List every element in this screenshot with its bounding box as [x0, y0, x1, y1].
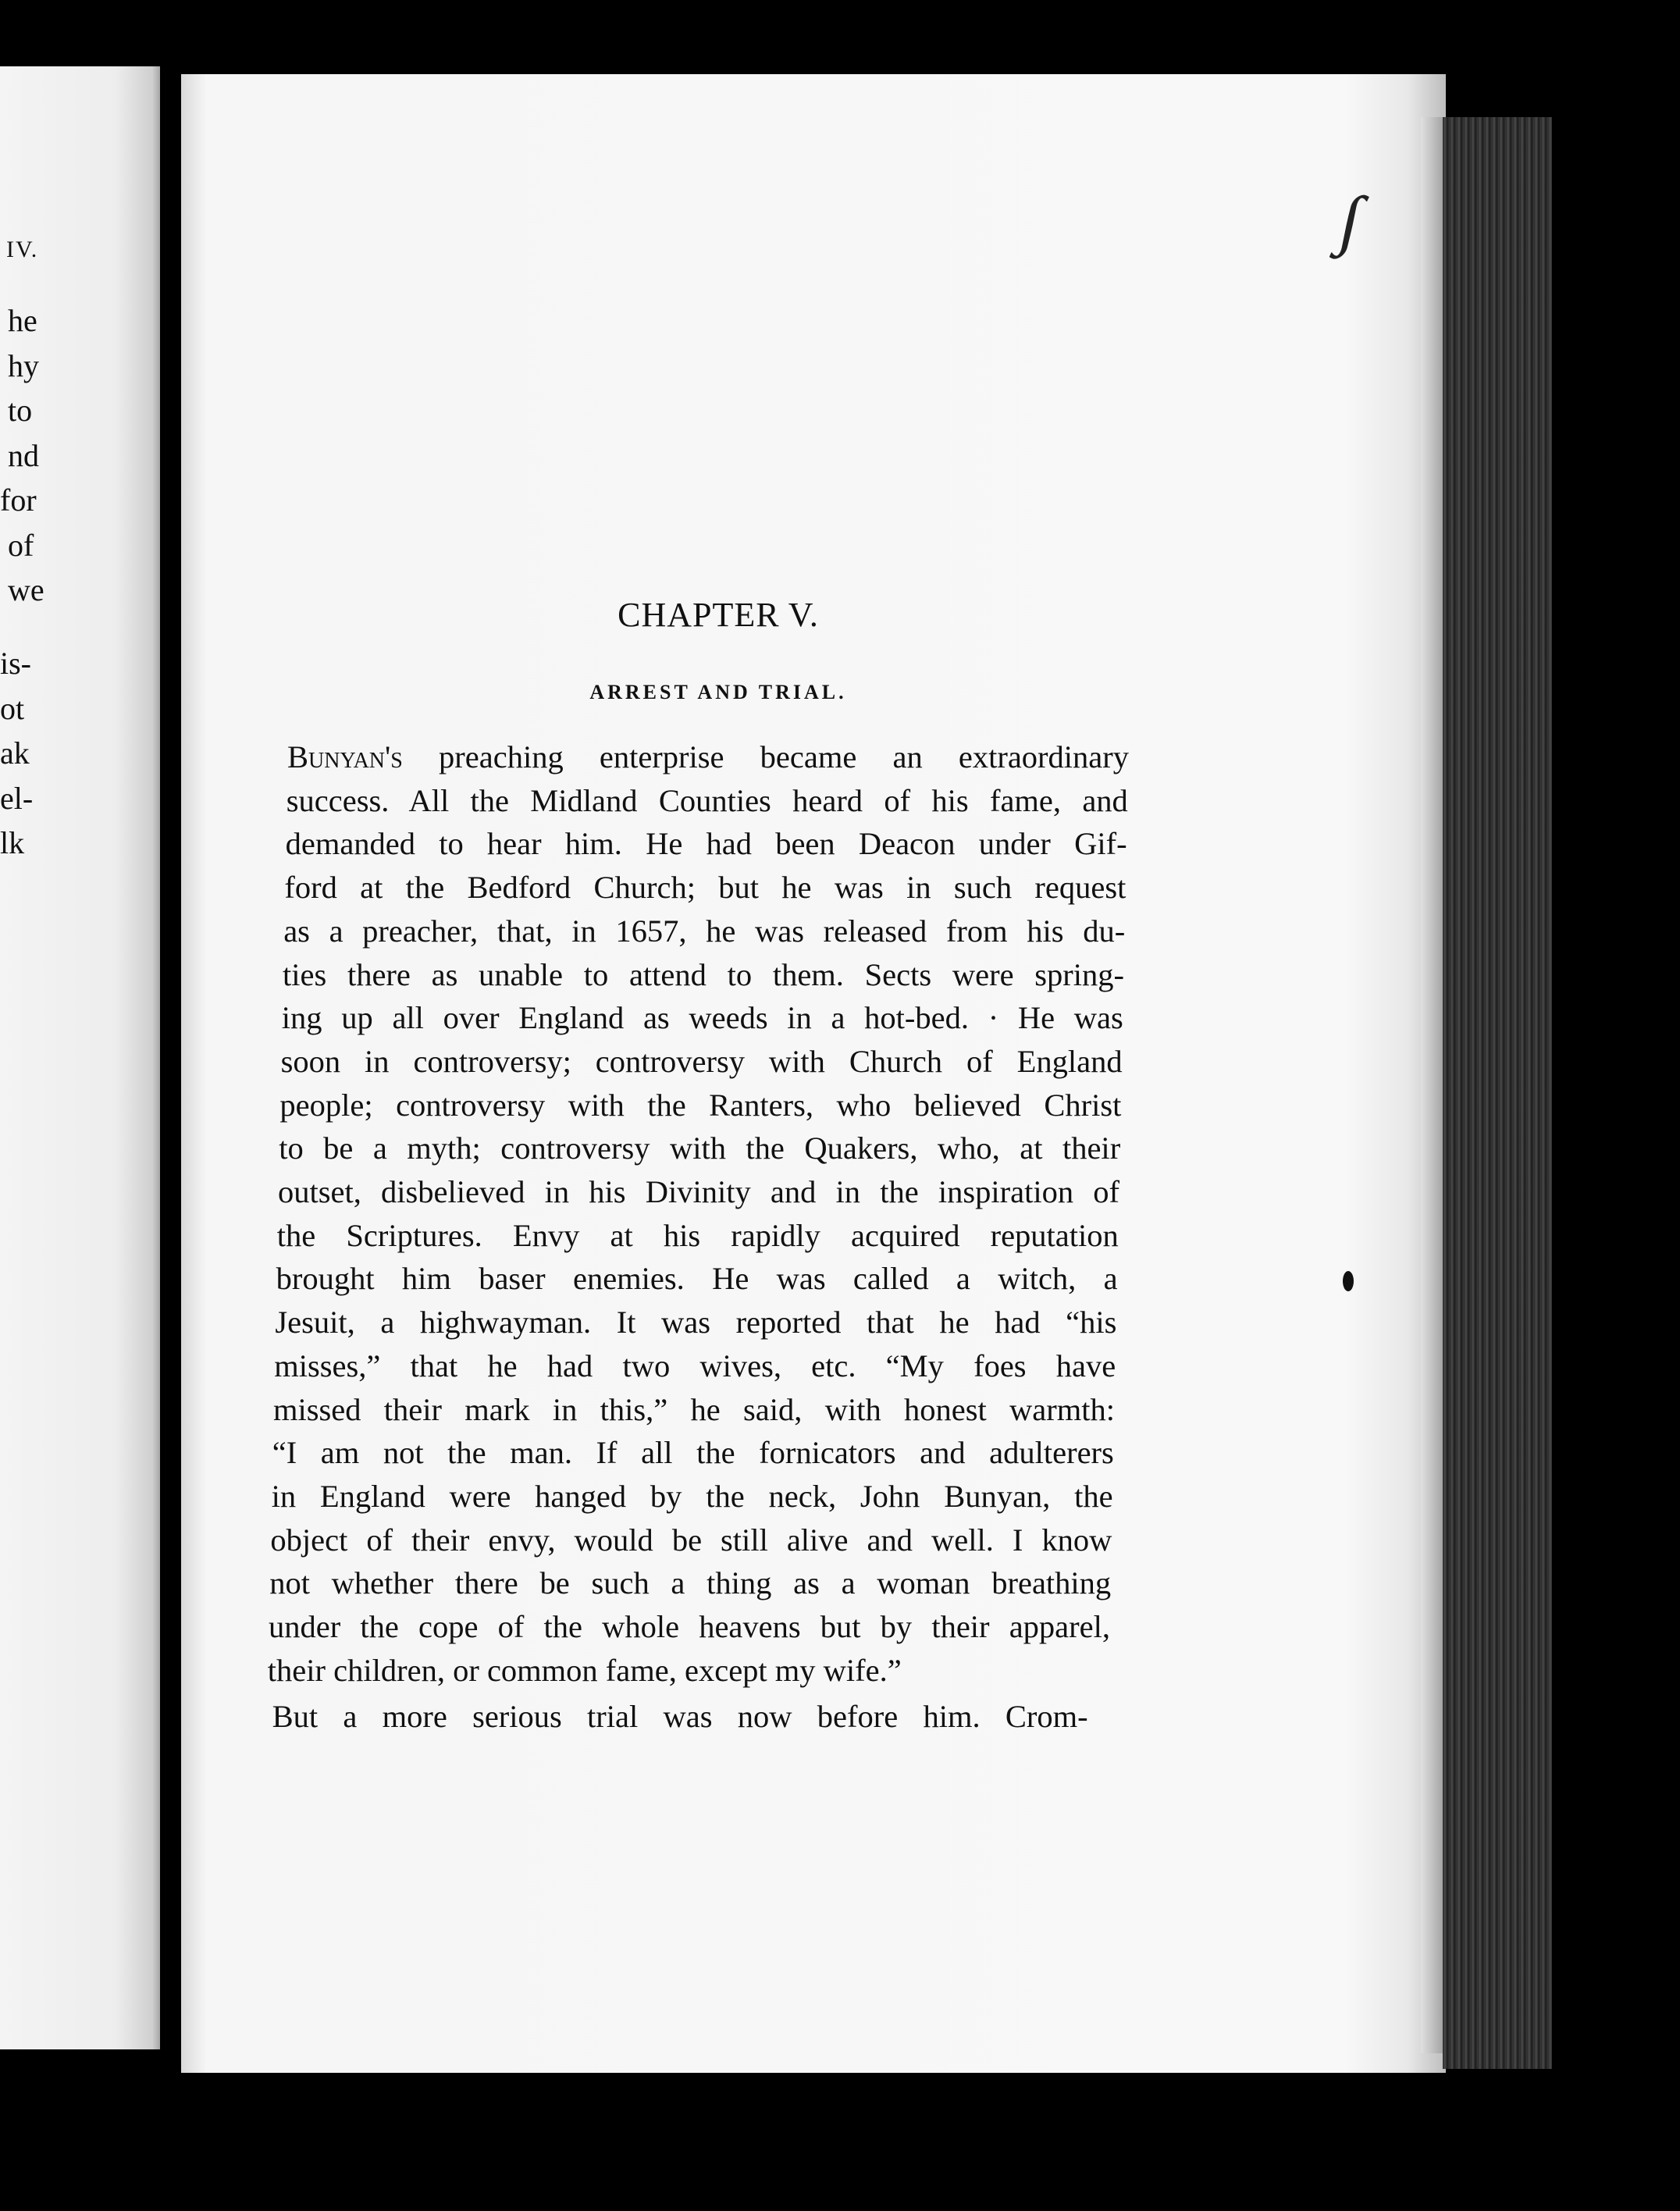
paragraph-line: the Scriptures. Envy at his rapidly acquired reputation [276, 1217, 1119, 1253]
paragraph-line-text: preaching enterprise became an extraordinary [402, 739, 1129, 774]
paragraph-line: ing up all over England as weeds in a hot-bed. · He was [281, 1000, 1123, 1036]
paragraph-line: as a preacher, that, in 1657, he was released from his du- [283, 913, 1126, 949]
left-page-fragment: ot [0, 690, 25, 726]
paragraph-line: in England were hanged by the neck, John Bunyan, the [271, 1478, 1113, 1514]
first-word-small-caps: Bunyan's [287, 739, 403, 774]
paragraph-line: success. All the Midland Counties heard of his fame, and [286, 782, 1128, 818]
paragraph-line: outset, disbelieved in his Divinity and in the inspiration of [278, 1174, 1119, 1209]
left-page-fragment: ak [0, 735, 30, 771]
chapter-subtitle: ARREST AND TRIAL. [589, 681, 847, 703]
left-page-fragment: is- [0, 646, 31, 681]
left-page-fragment: of [8, 527, 34, 563]
paragraph-line: under the cope of the whole heavens but by their apparel, [269, 1609, 1110, 1644]
paragraph-line: brought him baser enemies. He was called a witch, a [276, 1261, 1118, 1297]
left-page-fragment: nd [8, 437, 39, 473]
paragraph-line: But a more serious trial was now before him. Crom- [272, 1699, 1088, 1735]
left-page-fragment: hy [8, 347, 39, 383]
left-page-header: IV. [6, 237, 39, 262]
chapter-title: CHAPTER V. [618, 596, 819, 634]
book-fore-edge [1443, 117, 1552, 2069]
paragraph-line: their children, or common fame, except my wife.” [267, 1652, 902, 1688]
left-page-fragment: lk [0, 825, 25, 860]
paragraph-line: ties there as unable to attend to them. Sects were spring- [283, 956, 1124, 992]
left-page-fragment: for [0, 482, 37, 518]
paragraph-line: demanded to hear him. He had been Deacon under Gif- [285, 826, 1127, 862]
paragraph-line [287, 740, 1129, 774]
left-page-fragment: to [8, 393, 33, 428]
paragraph-line: soon in controversy; controversy with Church of England [280, 1043, 1123, 1079]
paragraph-line: Jesuit, a highwayman. It was reported that he had “his [275, 1305, 1117, 1340]
left-page-fragment: we [8, 572, 44, 607]
paragraph-line: people; controversy with the Ranters, who believed Christ [279, 1087, 1122, 1123]
paragraph-line: misses,” that he had two wives, etc. “My foes have [274, 1348, 1116, 1383]
paragraph-line: to be a myth; controversy with the Quakers, who, at their [279, 1130, 1121, 1166]
left-page [0, 66, 166, 2049]
paragraph-line: object of their envy, would be still alive and well. I know [270, 1522, 1112, 1558]
left-page-fragment: el- [0, 780, 34, 816]
paragraph-line: “I am not the man. If all the fornicators and adulterers [272, 1435, 1114, 1471]
paragraph-line: not whether there be such a thing as a woman breathing [269, 1565, 1112, 1601]
paragraph-line: ford at the Bedford Church; but he was in such request [284, 870, 1127, 906]
left-page-fragment: he [8, 303, 37, 338]
margin-pencil-mark: ∫ [1333, 180, 1369, 260]
paragraph-line: missed their mark in this,” he said, with honest warmth: [273, 1391, 1115, 1427]
margin-ink-dot [1343, 1271, 1354, 1291]
